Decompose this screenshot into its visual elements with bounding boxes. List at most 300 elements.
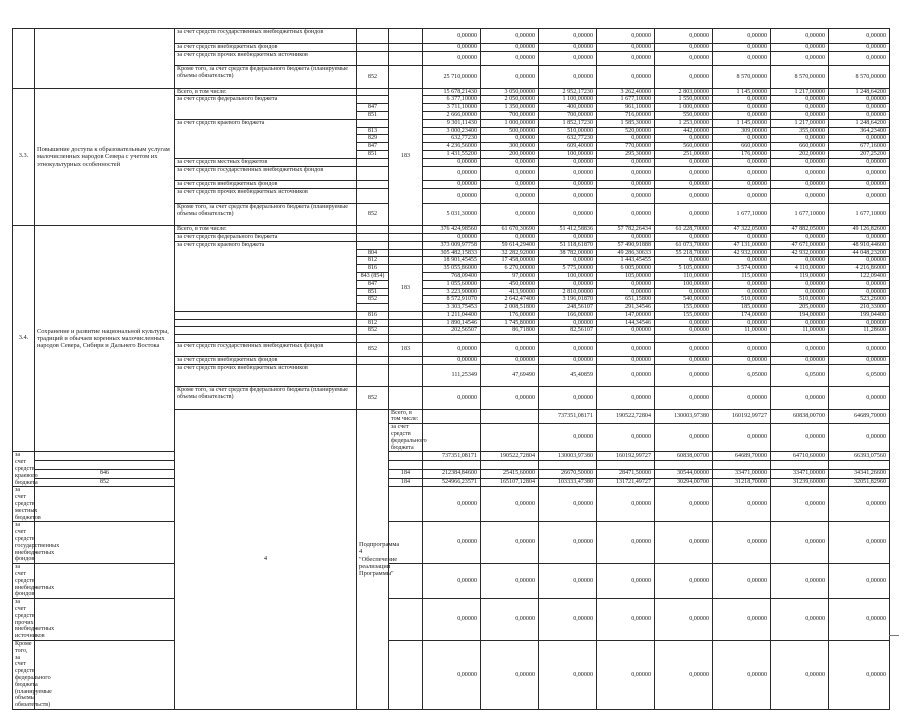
year-2016-cell: 770,00000 xyxy=(597,143,655,151)
year-2017-cell: 60838,00700 xyxy=(655,452,713,461)
year-2015-cell: 0,00000 xyxy=(539,189,597,204)
year-2020-cell: 0,00000 xyxy=(829,599,890,641)
total-value-cell: 3 711,10000 xyxy=(423,104,481,112)
department-code-cell: 847 xyxy=(357,104,389,112)
year-2015-cell: 0,00000 xyxy=(539,387,597,409)
year-2020-cell: 0,00000 xyxy=(829,189,890,204)
department-code-cell xyxy=(357,226,389,234)
year-2016-cell: 147,00000 xyxy=(597,311,655,319)
year-2017-cell: 0,00000 xyxy=(655,257,713,265)
department-code-cell: 852 xyxy=(357,66,389,88)
total-value-cell: 1 890,14546 xyxy=(423,319,481,327)
year-2015-cell: 45,40859 xyxy=(539,365,597,387)
year-2017-cell: 61 073,70000 xyxy=(655,241,713,249)
year-2015-cell: 0,00000 xyxy=(539,257,597,265)
year-2018-cell xyxy=(713,461,771,469)
year-2017-cell: 0,00000 xyxy=(655,365,713,387)
table-row xyxy=(13,522,890,564)
year-2014-cell: 0,00000 xyxy=(481,522,539,564)
total-value-cell: 0,00000 xyxy=(423,51,481,66)
year-2014-cell: 0,00000 xyxy=(481,189,539,204)
year-2019-cell: 0,00000 xyxy=(771,181,829,189)
year-2020-cell: 48 910,44600 xyxy=(829,241,890,249)
year-2015-cell: 700,00000 xyxy=(539,111,597,119)
table-row xyxy=(13,226,890,234)
year-2019-cell: 0,00000 xyxy=(771,158,829,166)
year-2016-cell: 0,00000 xyxy=(597,203,655,225)
total-value-cell: 0,00000 xyxy=(423,357,481,365)
year-2018-cell: 0,00000 xyxy=(713,29,771,44)
year-2016-cell: 0,00000 xyxy=(597,51,655,66)
year-2017-cell xyxy=(655,461,713,469)
year-2020-cell: 0,00000 xyxy=(829,43,890,51)
year-2016-cell xyxy=(597,335,655,342)
year-2017-cell: 60838,00700 xyxy=(771,409,829,424)
year-2019-cell: 6,05000 xyxy=(771,365,829,387)
department-code-cell: 847 xyxy=(357,280,389,288)
year-2018-cell: 0,00000 xyxy=(713,522,771,564)
department-code-cell: 846 xyxy=(35,469,175,478)
year-2016-cell: 0,00000 xyxy=(597,599,655,641)
department-code-cell xyxy=(357,335,389,342)
department-code-cell xyxy=(357,51,389,66)
funding-source-cell: за счет средств местных бюджетов xyxy=(13,487,35,522)
year-2019-cell: 0,00000 xyxy=(771,288,829,296)
department-code-cell: 852 xyxy=(357,342,389,357)
year-2020-cell: 0,00000 xyxy=(829,487,890,522)
year-2020-cell: 34341,26600 xyxy=(829,469,890,478)
funding-source-cell: за счет средств краевого бюджета xyxy=(175,241,357,311)
year-2016-cell: 651,15800 xyxy=(597,296,655,304)
year-2019-cell: 510,00000 xyxy=(771,296,829,304)
funding-source-cell: за счет средств федерального бюджета xyxy=(175,96,357,119)
year-2015-cell: 0,00000 xyxy=(539,487,597,522)
budget-item-cell xyxy=(389,564,423,599)
year-2016-cell: 0,00000 xyxy=(597,135,655,143)
year-2014-cell: 0,00000 xyxy=(481,29,539,44)
year-2020-cell xyxy=(829,461,890,469)
year-2014-cell: 450,00000 xyxy=(481,280,539,288)
year-2020-cell: 0,00000 xyxy=(829,257,890,265)
year-2017-cell xyxy=(655,335,713,342)
year-2015-cell: 0,00000 xyxy=(539,166,597,181)
year-2018-cell: 0,00000 xyxy=(713,257,771,265)
year-2017-cell: 0,00000 xyxy=(655,181,713,189)
year-2019-cell: 205,00000 xyxy=(771,304,829,312)
funding-source-cell: за счет средств внебюджетных фондов xyxy=(175,181,357,189)
year-2020-cell: 0,00000 xyxy=(829,357,890,365)
total-value-cell: 0,00000 xyxy=(423,166,481,181)
year-2019-cell: 4 110,00000 xyxy=(771,265,829,273)
year-2017-cell: 100,00000 xyxy=(655,280,713,288)
year-2019-cell xyxy=(771,335,829,342)
year-2016-cell: 0,00000 xyxy=(597,189,655,204)
total-value-cell: 0,00000 xyxy=(423,599,481,641)
year-2015-cell: 0,00000 xyxy=(655,424,713,452)
year-2018-cell: 47 322,05000 xyxy=(713,226,771,234)
year-2014-cell: 165107,12804 xyxy=(481,478,539,487)
table-row xyxy=(13,640,890,709)
year-2014-cell: 59 614,29400 xyxy=(481,241,539,249)
year-2020-cell: 207,25200 xyxy=(829,150,890,158)
year-2014-cell: 0,00000 xyxy=(481,51,539,66)
year-2019-cell: 0,00000 xyxy=(771,564,829,599)
year-2020-cell: 0,00000 xyxy=(829,158,890,166)
year-2016-cell: 0,00000 xyxy=(597,357,655,365)
year-2018-cell: 0,00000 xyxy=(713,640,771,709)
year-2016-cell: 0,00000 xyxy=(597,564,655,599)
total-value-cell: 4 236,56000 xyxy=(423,143,481,151)
year-2017-cell: 0,00000 xyxy=(655,640,713,709)
total-value-cell: 111,25349 xyxy=(423,365,481,387)
year-2019-cell: 0,00000 xyxy=(771,29,829,44)
year-2014-cell: 1 000,00000 xyxy=(481,119,539,127)
total-value-cell: 0,00000 xyxy=(423,640,481,709)
total-value-cell: 212384,84600 xyxy=(423,469,481,478)
year-2019-cell: 0,00000 xyxy=(771,319,829,327)
year-2017-cell: 55 218,70000 xyxy=(655,249,713,257)
year-2015-cell xyxy=(539,335,597,342)
department-code-cell xyxy=(35,640,175,709)
table-row xyxy=(13,452,890,461)
year-2015-cell: 100,00000 xyxy=(539,150,597,158)
year-2015-cell: 0,00000 xyxy=(539,66,597,88)
year-2018-cell: 8 570,00000 xyxy=(713,66,771,88)
year-2014-cell: 200,00000 xyxy=(481,150,539,158)
year-2015-cell: 400,00000 xyxy=(539,104,597,112)
year-2019-cell: 0,00000 xyxy=(771,189,829,204)
year-2016-cell: 0,00000 xyxy=(597,365,655,387)
table-row xyxy=(13,88,890,96)
department-code-cell: 851 xyxy=(357,150,389,158)
year-2015-cell: 51 118,61870 xyxy=(539,241,597,249)
year-2020-cell: 523,26000 xyxy=(829,296,890,304)
year-2014-cell: 700,00000 xyxy=(481,111,539,119)
year-2017-cell: 61 228,70000 xyxy=(655,226,713,234)
year-2020-cell: 0,00000 xyxy=(829,104,890,112)
year-2018-cell: 0,00000 xyxy=(713,357,771,365)
year-2016-cell: 716,00000 xyxy=(597,111,655,119)
section-number-cell xyxy=(13,29,35,89)
year-2014-cell: 0,00000 xyxy=(481,158,539,166)
year-2019-cell: 0,00000 xyxy=(771,357,829,365)
year-2019-cell: 202,00000 xyxy=(771,150,829,158)
year-2016-cell: 6 005,00000 xyxy=(597,265,655,273)
total-value-cell: 0,00000 xyxy=(423,43,481,51)
year-2017-cell: 1 253,00000 xyxy=(655,119,713,127)
year-2016-cell: 1 677,10000 xyxy=(597,96,655,104)
year-2018-cell: 0,00000 xyxy=(713,233,771,241)
year-2019-cell: 0,00000 xyxy=(771,51,829,66)
year-2017-cell: 0,00000 xyxy=(655,51,713,66)
year-2014-cell: 413,90000 xyxy=(481,288,539,296)
budget-item-cell xyxy=(389,226,423,234)
year-2017-cell: 0,00000 xyxy=(655,288,713,296)
year-2019-cell: 0,00000 xyxy=(771,387,829,409)
year-2017-cell: 30294,00700 xyxy=(655,478,713,487)
year-2020-cell: 0,00000 xyxy=(829,280,890,288)
funding-source-cell: за счет средств краевого бюджета xyxy=(13,452,35,487)
year-2018-cell: 64689,70000 xyxy=(713,452,771,461)
year-2017-cell: 560,00000 xyxy=(655,143,713,151)
section-number-cell: 4 xyxy=(175,409,357,709)
year-2020-cell: 6,05000 xyxy=(829,365,890,387)
year-2018-cell: 0,00000 xyxy=(713,104,771,112)
year-2020-cell: 0,00000 xyxy=(829,96,890,104)
year-2014-cell: 0,00000 xyxy=(481,487,539,522)
year-2020-cell: 0,00000 xyxy=(829,288,890,296)
department-code-cell xyxy=(357,189,389,204)
total-value-cell: 0,00000 xyxy=(423,29,481,44)
year-2016-cell: 961,10000 xyxy=(597,104,655,112)
year-2015-cell: 5 775,00000 xyxy=(539,265,597,273)
year-2016-cell: 0,00000 xyxy=(597,280,655,288)
budget-item-cell: 183 xyxy=(389,265,423,312)
year-2019-cell: 0,00000 xyxy=(771,43,829,51)
funding-source-cell: за счет средств прочих внебюджетных источников xyxy=(175,365,357,387)
year-2016-cell: 0,00000 xyxy=(597,43,655,51)
year-2016-cell: 0,00000 xyxy=(597,181,655,189)
year-2016-cell: 295,30000 xyxy=(597,150,655,158)
total-value-cell: 0,00000 xyxy=(423,487,481,522)
year-2020-cell: 66393,07560 xyxy=(829,452,890,461)
year-2019-cell: 33471,00000 xyxy=(771,469,829,478)
total-value-cell: 18 901,45455 xyxy=(423,257,481,265)
year-2015-cell: 0,00000 xyxy=(539,51,597,66)
funding-source-cell: за счет средств внебюджетных фондов xyxy=(175,43,357,51)
year-2016-cell: 49 286,30633 xyxy=(597,249,655,257)
total-value-cell: 376 424,98560 xyxy=(423,226,481,234)
budget-item-cell: 183 xyxy=(389,342,423,357)
year-2018-cell: 64689,70000 xyxy=(829,409,890,424)
total-value-cell xyxy=(423,335,481,342)
year-2020-cell: 0,00000 xyxy=(829,387,890,409)
department-code-cell: 852 xyxy=(357,296,389,304)
year-2019-cell: 1 217,00000 xyxy=(771,119,829,127)
year-2014-cell: 0,00000 xyxy=(481,181,539,189)
table-row xyxy=(13,478,890,487)
year-2017-cell: 0,00000 xyxy=(655,342,713,357)
funding-source-cell: Кроме того, за счет средств федерального бюджета (планируемые объемы обязательств) xyxy=(175,203,357,225)
year-2018-cell: 31218,70000 xyxy=(713,478,771,487)
year-2015-cell: 0,00000 xyxy=(539,43,597,51)
total-value-cell: 3 303,75453 xyxy=(423,304,481,312)
year-2014-cell: 500,00000 xyxy=(481,127,539,135)
year-2019-cell: 0,00000 xyxy=(771,96,829,104)
year-2019-cell: 1 677,10000 xyxy=(771,203,829,225)
year-2017-cell: 0,00000 xyxy=(655,522,713,564)
year-2016-cell: 291,34546 xyxy=(597,304,655,312)
year-2019-cell: 31239,60000 xyxy=(771,478,829,487)
table-row xyxy=(13,469,890,478)
budget-item-cell xyxy=(389,461,423,469)
year-2016-cell: 0,00000 xyxy=(597,66,655,88)
year-2017-cell: 0,00000 xyxy=(655,43,713,51)
year-2020-cell: 32051,82960 xyxy=(829,478,890,487)
year-2014-cell xyxy=(481,461,539,469)
year-2020-cell: 8 570,00000 xyxy=(829,66,890,88)
year-2015-cell: 0,00000 xyxy=(539,640,597,709)
budget-item-cell xyxy=(389,452,423,461)
funding-source-cell: за счет средств государственных внебюджетных фондов xyxy=(13,522,35,564)
year-2018-cell: 0,00000 xyxy=(713,342,771,357)
year-2020-cell: 0,00000 xyxy=(829,342,890,357)
budget-item-cell xyxy=(389,257,423,265)
budget-item-cell xyxy=(389,327,423,335)
budget-item-cell xyxy=(389,335,423,342)
year-2015-cell: 2 952,17230 xyxy=(539,88,597,96)
year-2014-cell: 0,00000 xyxy=(481,564,539,599)
year-2018-cell: 0,00000 xyxy=(713,487,771,522)
year-2016-cell: 57 782,26434 xyxy=(597,226,655,234)
budget-item-cell xyxy=(389,311,423,319)
year-2019-cell: 47 882,05000 xyxy=(771,226,829,234)
section-name-cell xyxy=(35,29,175,89)
year-2015-cell: 248,56107 xyxy=(539,304,597,312)
department-code-cell xyxy=(357,357,389,365)
total-value-cell: 0,00000 xyxy=(423,181,481,189)
total-value-cell: 0,00000 xyxy=(423,189,481,204)
department-code-cell xyxy=(357,233,389,241)
budget-item-cell xyxy=(389,319,423,327)
year-2020-cell: 11,28600 xyxy=(829,327,890,335)
total-value-cell: 737351,08171 xyxy=(539,409,597,424)
department-code-cell xyxy=(35,461,175,469)
year-2018-cell: 1 677,10000 xyxy=(713,203,771,225)
year-2019-cell: 0,00000 xyxy=(771,599,829,641)
year-2015-cell: 0,00000 xyxy=(539,181,597,189)
year-2017-cell: 0,00000 xyxy=(655,564,713,599)
year-2014-cell: 0,00000 xyxy=(481,640,539,709)
year-2019-cell: 42 932,00000 xyxy=(771,249,829,257)
year-2020-cell: 0,00000 xyxy=(829,640,890,709)
total-value-cell: 0,00000 xyxy=(423,233,481,241)
year-2014-cell: 190522,72804 xyxy=(597,409,655,424)
year-2018-cell: 0,00000 xyxy=(713,189,771,204)
budget-item-cell xyxy=(389,233,423,241)
year-2016-cell: 0,00000 xyxy=(597,29,655,44)
year-2018-cell: 0,00000 xyxy=(713,96,771,104)
year-2017-cell: 0,00000 xyxy=(655,357,713,365)
year-2019-cell: 0,00000 xyxy=(771,342,829,357)
year-2020-cell: 0,00000 xyxy=(829,166,890,181)
department-code-cell: 804 xyxy=(357,249,389,257)
department-code-cell xyxy=(357,365,389,387)
budget-item-cell xyxy=(389,640,423,709)
year-2020-cell: 0,00000 xyxy=(829,233,890,241)
funding-source-cell: Кроме того, за счет средств федерального бюджета (планируемые объемы обязательств) xyxy=(175,387,357,409)
department-code-cell: 829 xyxy=(357,135,389,143)
table-row xyxy=(13,29,890,44)
year-2014-cell: 47,69490 xyxy=(481,365,539,387)
section-name-cell: Повышение доступа к образовательным услугам малочисленных народов Севера с учетом их этнокультурных особенностей xyxy=(35,88,175,226)
year-2014-cell: 25415,60000 xyxy=(481,469,539,478)
year-2020-cell: 0,00000 xyxy=(829,522,890,564)
year-2018-cell: 176,00000 xyxy=(713,150,771,158)
year-2019-cell: 0,00000 xyxy=(771,487,829,522)
year-2016-cell: 0,00000 xyxy=(597,342,655,357)
year-2014-cell: 2 642,47400 xyxy=(481,296,539,304)
year-2018-cell: 0,00000 xyxy=(713,599,771,641)
year-2019-cell: 660,00000 xyxy=(771,143,829,151)
year-2018-cell: 510,00000 xyxy=(713,296,771,304)
total-value-cell: 6 377,10000 xyxy=(423,96,481,104)
year-2016-cell: 160192,99727 xyxy=(597,452,655,461)
year-2015-cell: 3 196,01870 xyxy=(539,296,597,304)
budget-item-cell xyxy=(389,66,423,88)
year-2014-cell: 0,00000 xyxy=(481,43,539,51)
year-2020-cell: 210,33000 xyxy=(829,304,890,312)
year-2018-cell: 185,00000 xyxy=(713,304,771,312)
total-value-cell: 632,77230 xyxy=(423,135,481,143)
year-2017-cell: 550,00000 xyxy=(655,111,713,119)
total-value-cell: 2 666,00000 xyxy=(423,111,481,119)
funding-source-cell: Всего, в том числе: xyxy=(389,409,423,424)
year-2014-cell: 300,00000 xyxy=(481,143,539,151)
total-value-cell: 202,56507 xyxy=(423,327,481,335)
year-2017-cell: 1 000,00000 xyxy=(655,104,713,112)
section-number-cell: 3.3. xyxy=(13,88,35,226)
year-2015-cell: 100,00000 xyxy=(539,272,597,280)
year-2018-cell: 0,00000 xyxy=(713,288,771,296)
department-code-cell: 852 xyxy=(35,478,175,487)
year-2017-cell: 0,00000 xyxy=(655,599,713,641)
year-2018-cell: 174,00000 xyxy=(713,311,771,319)
funding-source-cell: за счет средств прочих внебюджетных источников xyxy=(175,189,357,204)
budget-item-cell xyxy=(389,29,423,44)
year-2016-cell: 0,00000 xyxy=(597,166,655,181)
department-code-cell xyxy=(357,241,389,249)
department-code-cell xyxy=(357,43,389,51)
year-2015-cell xyxy=(539,461,597,469)
department-code-cell xyxy=(357,158,389,166)
year-2016-cell: 144,34546 xyxy=(597,319,655,327)
year-2019-cell: 355,00000 xyxy=(771,127,829,135)
year-2018-cell: 0,00000 xyxy=(713,111,771,119)
year-2014-cell: 190522,72804 xyxy=(481,452,539,461)
year-2016-cell: 0,00000 xyxy=(597,640,655,709)
year-2020-cell: 0,00000 xyxy=(829,181,890,189)
year-2019-cell: 119,00000 xyxy=(771,272,829,280)
table-row xyxy=(13,599,890,641)
year-2020-cell: 44 048,23200 xyxy=(829,249,890,257)
year-2017-cell: 0,00000 xyxy=(655,319,713,327)
budget-item-cell: 184 xyxy=(389,469,423,478)
year-2017-cell: 155,00000 xyxy=(655,304,713,312)
year-2016-cell: 160192,99727 xyxy=(713,409,771,424)
year-2014-cell: 0,00000 xyxy=(481,166,539,181)
year-2020-cell: 0,00000 xyxy=(829,135,890,143)
total-value-cell: 25 710,00000 xyxy=(423,66,481,88)
year-2014-cell: 0,00000 xyxy=(481,233,539,241)
year-2016-cell: 105,00000 xyxy=(597,272,655,280)
department-code-cell xyxy=(35,564,175,599)
funding-source-cell xyxy=(175,335,357,342)
year-2016-cell: 0,00000 xyxy=(597,487,655,522)
year-2015-cell: 0,00000 xyxy=(539,599,597,641)
year-2016-cell: 3 262,40000 xyxy=(597,88,655,96)
year-2019-cell: 0,00000 xyxy=(771,233,829,241)
year-2017-cell: 110,00000 xyxy=(655,272,713,280)
year-2019-cell: 0,00000 xyxy=(771,522,829,564)
year-2019-cell xyxy=(771,461,829,469)
year-2018-cell: 0,00000 xyxy=(713,280,771,288)
department-code-cell xyxy=(357,119,389,127)
budget-item-cell xyxy=(389,357,423,365)
total-value-cell: 737351,08171 xyxy=(423,452,481,461)
year-2020-cell: 49 126,82600 xyxy=(829,226,890,234)
section-name-cell: Подпрограмма 4 "Обеспечение реализации Программы" xyxy=(357,409,389,709)
